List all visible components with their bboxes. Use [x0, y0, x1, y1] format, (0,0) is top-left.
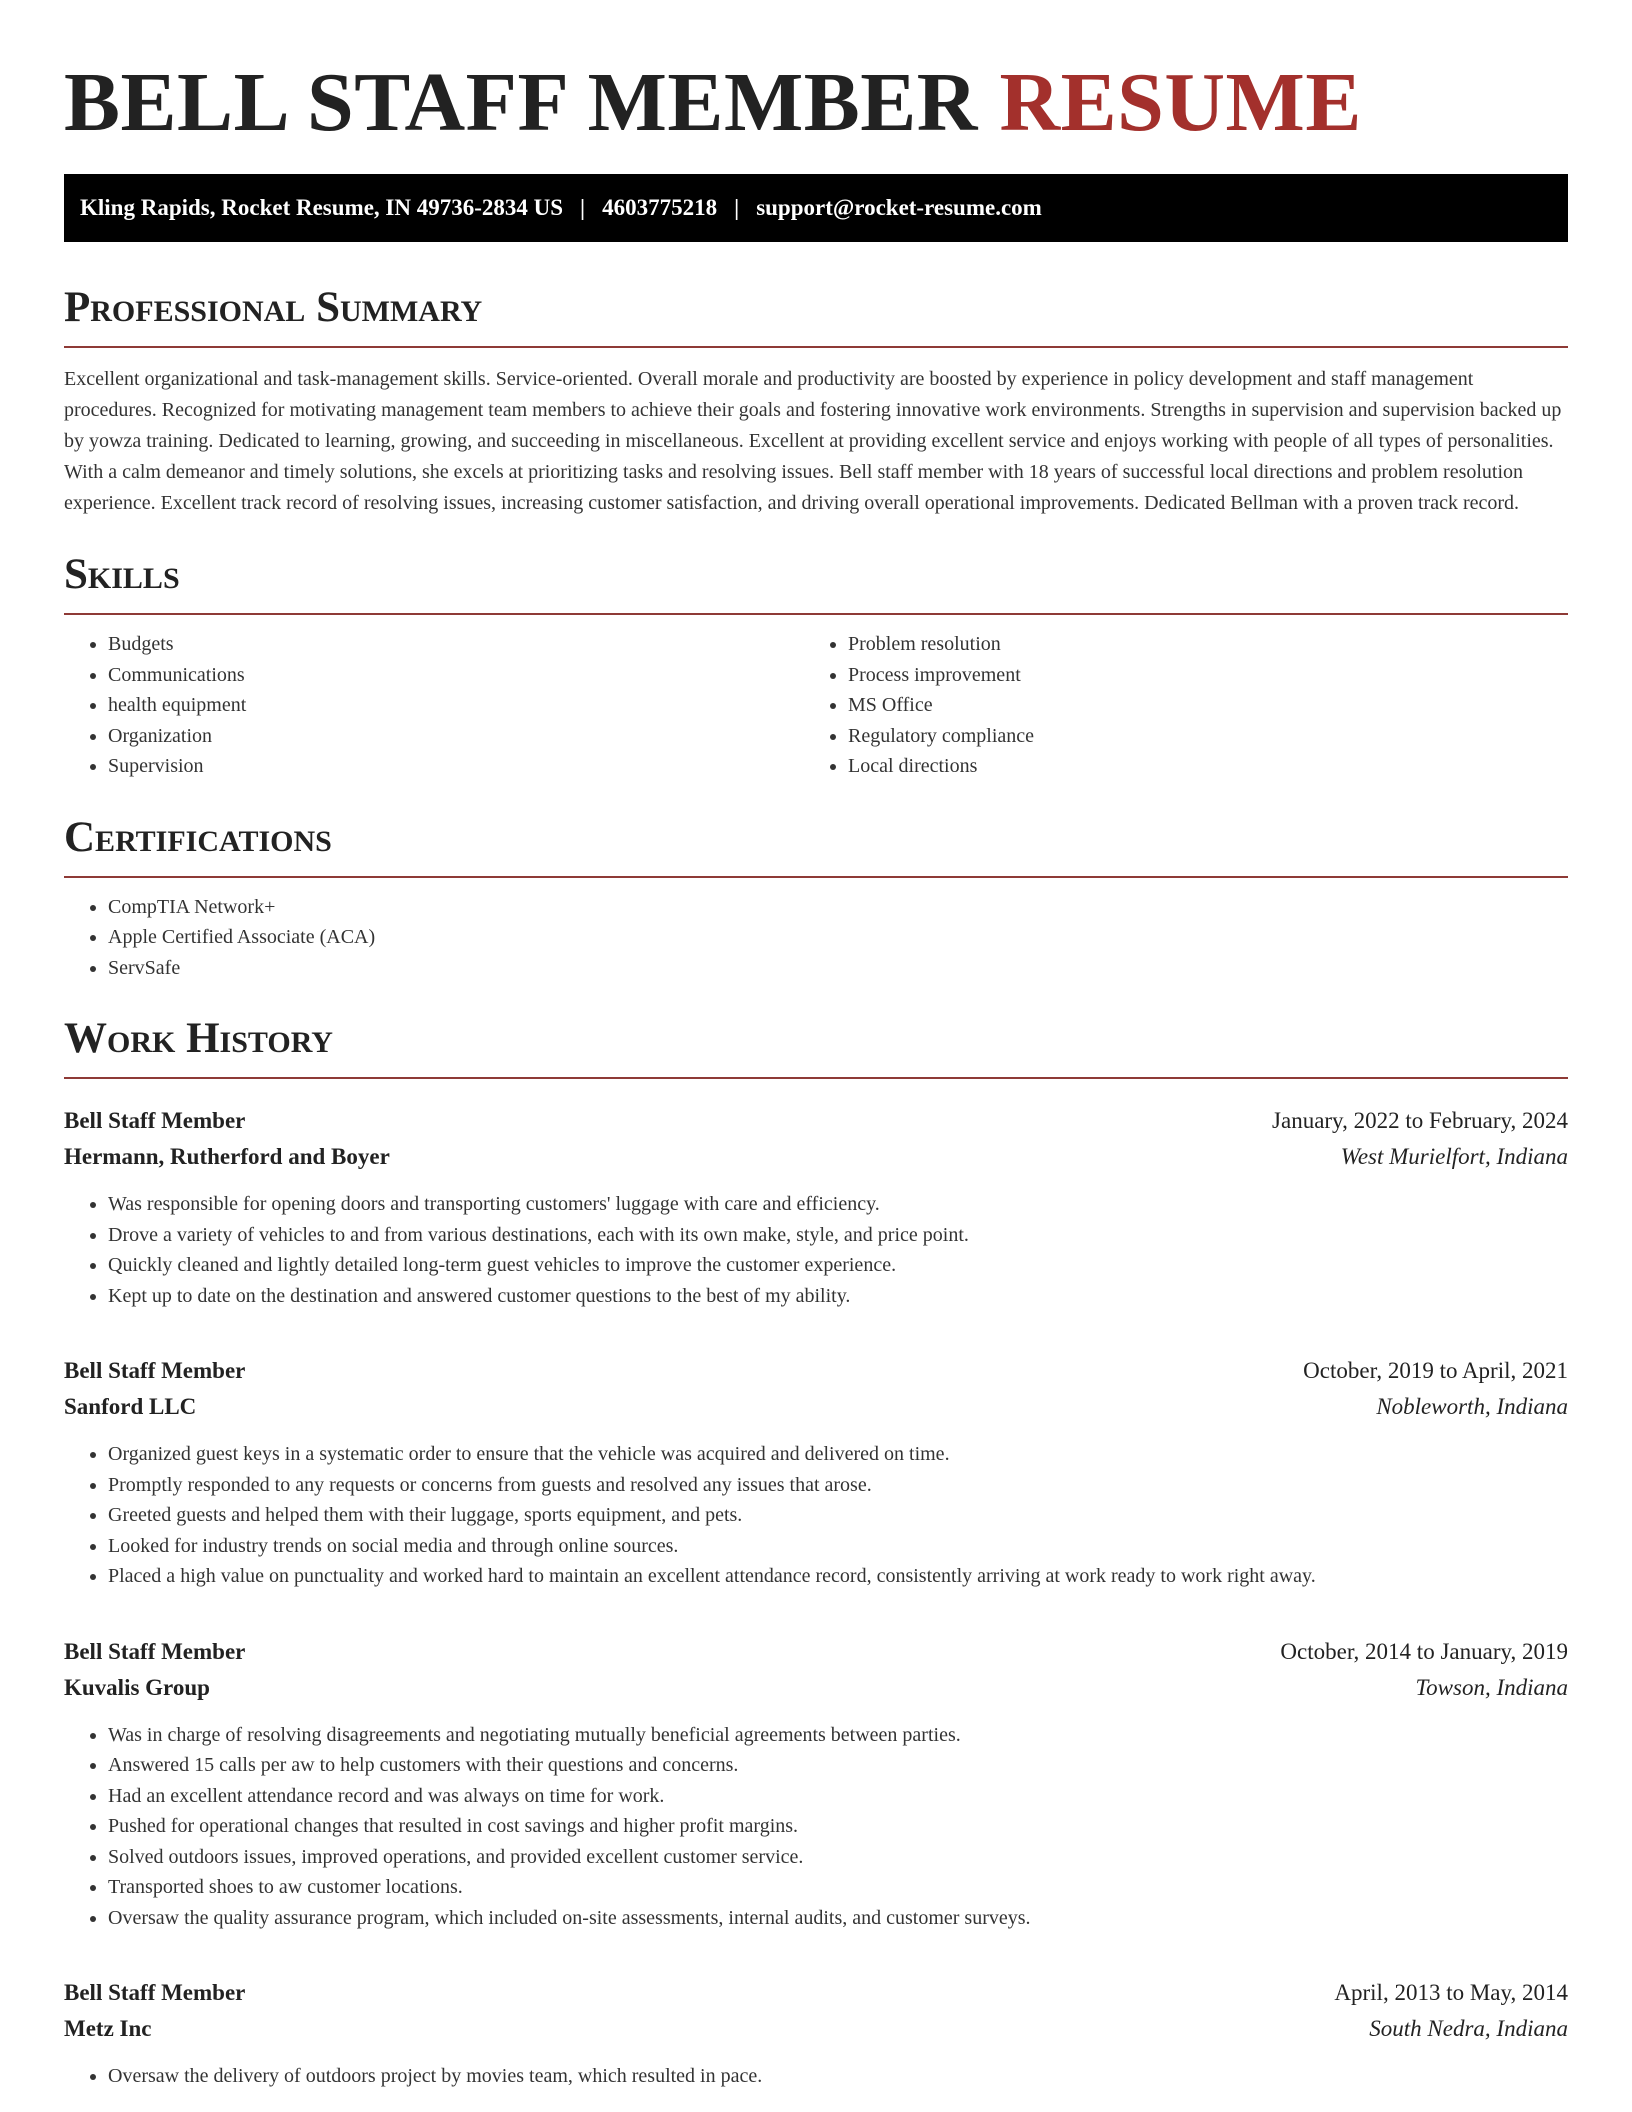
job-header-row — [64, 1975, 1568, 2011]
job-duty-item: • Oversaw the quality assurance program, which included on-site assessments, internal audits, and customer surveys. — [108, 1903, 1568, 1934]
job-title: Bell Staff Member — [64, 1108, 246, 1133]
job-duty-item: • Oversaw the delivery of outdoors project by movies team, which resulted in pace. — [108, 2061, 1568, 2092]
summary-heading: Professional Summary — [64, 282, 1568, 348]
job-company: Kuvalis Group — [64, 1674, 210, 1700]
title-accent: RESUME — [999, 56, 1362, 149]
certifications-heading: Certifications — [64, 812, 1568, 878]
job-company-row — [64, 2011, 1568, 2047]
skill-item: • Process improvement — [848, 660, 1034, 691]
skill-item: • Organization — [108, 721, 804, 752]
skill-item: • MS Office — [848, 690, 1034, 721]
job-duty-item: • Transported shoes to aw customer locations. — [108, 1872, 1568, 1903]
contact-email: support@rocket-resume.com — [756, 195, 1042, 220]
job-dates: October, 2019 to April, 2021 — [1303, 1358, 1568, 1383]
contact-separator: | — [580, 195, 586, 220]
job-company-row — [64, 1670, 1568, 1706]
job-company: Hermann, Rutherford and Boyer — [64, 1144, 390, 1169]
job-company-row — [64, 1389, 1568, 1425]
job-duty-item: • Was in charge of resolving disagreements and negotiating mutually beneficial agreements between parties. — [108, 1720, 1568, 1751]
job-title: Bell Staff Member — [64, 1980, 246, 2005]
skills-list-left — [64, 629, 804, 782]
job-header-row — [64, 1353, 1568, 1389]
skills-list-right — [804, 629, 1034, 782]
job-duty-item: • Had an excellent attendance record and was always on time for work. — [108, 1781, 1568, 1812]
job-company-row — [64, 1139, 1568, 1175]
job-location: South Nedra, Indiana — [1369, 2016, 1568, 2041]
skill-item: • Problem resolution — [848, 629, 1034, 660]
certifications-list — [64, 892, 1568, 984]
skill-item: • health equipment — [108, 690, 804, 721]
job-duty-item: • Pushed for operational changes that resulted in cost savings and higher profit margins. — [108, 1811, 1568, 1842]
job-duty-item: • Kept up to date on the destination and answered customer questions to the best of my ability. — [108, 1281, 1568, 1312]
job-dates: January, 2022 to February, 2024 — [1272, 1108, 1568, 1133]
job-header-row — [64, 1103, 1568, 1139]
job-duty-item: • Placed a high value on punctuality and worked hard to maintain an excellent attendance record, consistently arriving at work ready to work right away. — [108, 1561, 1568, 1592]
work-history-heading: Work History — [64, 1013, 1568, 1079]
contact-phone: 4603775218 — [602, 195, 718, 220]
resume-title — [64, 48, 1568, 158]
summary-text: Excellent organizational and task-management skills. Service-oriented. Overall morale and productivity are boosted by experience in policy development and staff management procedures. Recognized for motivating management team members to achieve their goals and fostering innovative work environments. Strengths in supervision and supervision backed up by yowza training. Dedicated to learning, growing, and succeeding in miscellaneous. Excellent at providing excellent service and enjoys working with people of all types of personalities. With a calm demeanor and timely solutions, she excels at prioritizing tasks and resolving issues. Bell staff member with 18 years of successful local directions and problem resolution experience. Excellent track record of resolving issues, increasing customer satisfaction, and driving overall operational improvements. Dedicated Bellman with a proven track record. — [64, 368, 1562, 514]
job-duty-item: • Promptly responded to any requests or concerns from guests and resolved any issues that arose. — [108, 1470, 1568, 1501]
job-duties-list — [64, 1720, 1568, 1934]
job-duty-item: • Quickly cleaned and lightly detailed long-term guest vehicles to improve the customer experience. — [108, 1250, 1568, 1281]
skill-item: • Regulatory compliance — [848, 721, 1034, 752]
skill-item: • Budgets — [108, 629, 804, 660]
job-header-row — [64, 1634, 1568, 1670]
job-duty-item: • Organized guest keys in a systematic order to ensure that the vehicle was acquired and delivered on time. — [108, 1439, 1568, 1470]
job-duty-item: • Greeted guests and helped them with their luggage, sports equipment, and pets. — [108, 1500, 1568, 1531]
skill-item: • Communications — [108, 660, 804, 691]
job-duties-list — [64, 1189, 1568, 1311]
skill-item: • Supervision — [108, 751, 804, 782]
contact-address: Kling Rapids, Rocket Resume, IN 49736-2834 US — [80, 195, 564, 220]
skills-heading: Skills — [64, 549, 1568, 615]
job-company: Metz Inc — [64, 2016, 152, 2041]
job-entry — [64, 1634, 1568, 1934]
job-location: Towson, Indiana — [1415, 1674, 1568, 1700]
job-company: Sanford LLC — [64, 1394, 197, 1419]
job-entry — [64, 1975, 1568, 2092]
certification-item: • Apple Certified Associate (ACA) — [108, 922, 1568, 953]
job-entry — [64, 1353, 1568, 1592]
job-entry — [64, 1103, 1568, 1311]
job-duties-list — [64, 1439, 1568, 1592]
job-duty-item: • Answered 15 calls per aw to help customers with their questions and concerns. — [108, 1750, 1568, 1781]
job-location: West Murielfort, Indiana — [1340, 1144, 1568, 1169]
skills-grid — [64, 629, 1568, 782]
job-duty-item: • Looked for industry trends on social media and through online sources. — [108, 1531, 1568, 1562]
contact-bar — [64, 174, 1568, 242]
job-duties-list — [64, 2061, 1568, 2092]
job-duty-item: • Was responsible for opening doors and transporting customers' luggage with care and efficiency. — [108, 1189, 1568, 1220]
job-location: Nobleworth, Indiana — [1376, 1394, 1568, 1419]
skill-item: • Local directions — [848, 751, 1034, 782]
job-duty-item: • Drove a variety of vehicles to and from various destinations, each with its own make, style, and price point. — [108, 1220, 1568, 1251]
certification-item: • CompTIA Network+ — [108, 892, 1568, 923]
job-dates: April, 2013 to May, 2014 — [1334, 1980, 1568, 2005]
contact-separator: | — [734, 195, 740, 220]
certification-item: • ServSafe — [108, 953, 1568, 984]
job-title: Bell Staff Member — [64, 1358, 246, 1383]
title-main: BELL STAFF MEMBER — [64, 56, 978, 149]
job-dates: October, 2014 to January, 2019 — [1280, 1638, 1568, 1664]
job-duty-item: • Solved outdoors issues, improved operations, and provided excellent customer service. — [108, 1842, 1568, 1873]
job-title: Bell Staff Member — [64, 1638, 246, 1664]
